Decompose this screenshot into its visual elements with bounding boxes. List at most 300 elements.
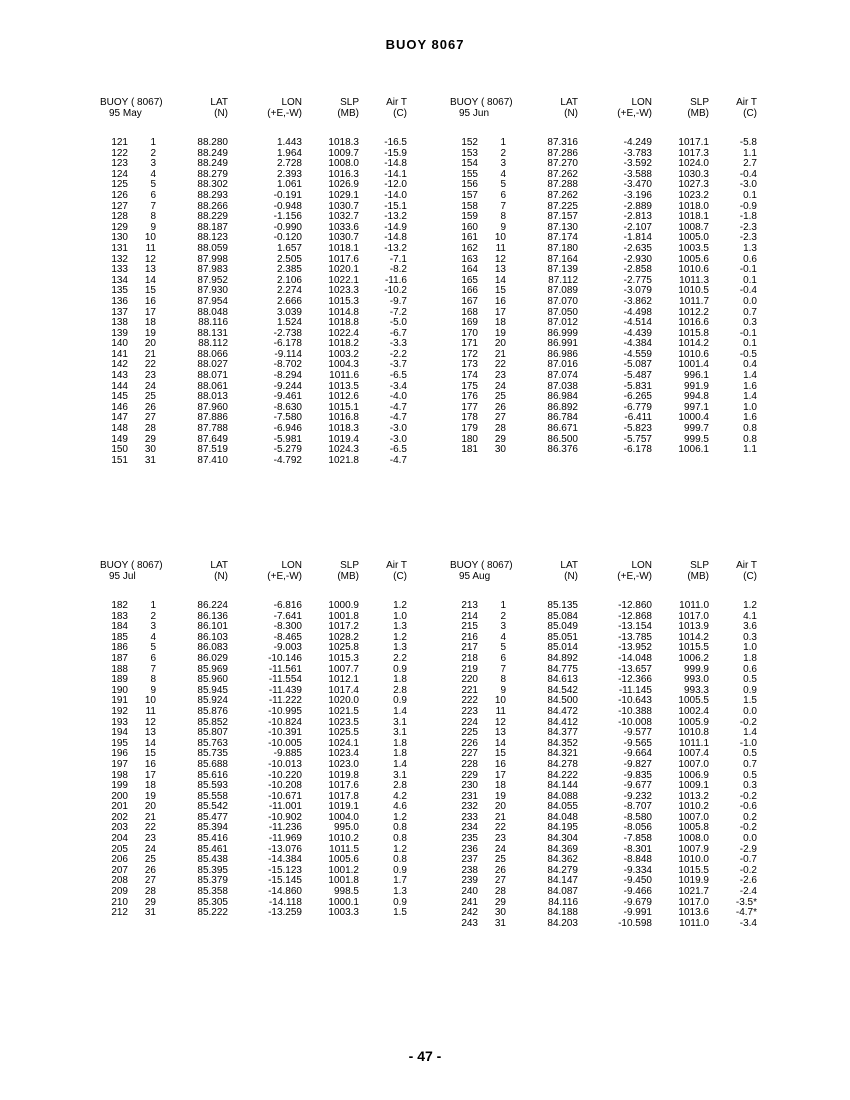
day-of-year-cell: 221: [461, 684, 478, 696]
slp-cell: 1022.4: [328, 327, 359, 339]
lon-cell: -9.827: [623, 758, 652, 770]
day-of-month-cell: 8: [150, 211, 156, 223]
lat-cell: 87.089: [547, 285, 578, 297]
table-row: [100, 707, 410, 718]
day-of-month-cell: 31: [144, 454, 156, 466]
lon-unit: (+E,-W): [617, 108, 652, 119]
slp-cell: 1011.6: [329, 370, 359, 382]
day-of-year-cell: 193: [111, 716, 128, 728]
day-of-month-cell: 30: [494, 907, 506, 919]
air-temp-cell: -15.1: [384, 200, 407, 212]
air-temp-cell: 3.6: [743, 621, 757, 633]
lon-cell: -11.439: [268, 684, 302, 696]
day-of-month-cell: 21: [144, 811, 156, 823]
day-of-month-cell: 18: [144, 780, 156, 792]
lon-cell: 1.964: [276, 147, 302, 159]
slp-cell: 1007.7: [328, 663, 359, 675]
slp-cell: 1008.0: [328, 158, 359, 170]
lat-cell: 87.180: [547, 242, 578, 254]
air-temp-cell: -2.3: [739, 221, 757, 233]
table-row: [450, 612, 760, 623]
day-of-year-cell: 240: [461, 886, 478, 898]
lat-cell: 86.101: [197, 621, 228, 633]
lat-cell: 86.986: [547, 348, 578, 360]
day-of-year-cell: 166: [461, 285, 478, 297]
lon-cell: -3.196: [623, 189, 652, 201]
table-row: [100, 456, 410, 467]
air-temp-cell: -5.0: [389, 317, 407, 329]
day-of-year-cell: 190: [111, 684, 128, 696]
lon-cell: 2.505: [276, 253, 302, 265]
air-temp-cell: 1.2: [393, 811, 407, 823]
slp-header: SLP: [690, 560, 709, 571]
air-temp-cell: -3.4: [389, 380, 407, 392]
table-row: [100, 170, 410, 181]
table-row: [450, 643, 760, 654]
air-temp-cell: -0.6: [739, 801, 757, 813]
lat-cell: 84.144: [547, 780, 578, 792]
lat-cell: 85.394: [197, 822, 228, 834]
data-table-aug: [450, 561, 760, 929]
header-spacer: [450, 583, 760, 601]
air-temp-cell: -14.8: [384, 232, 407, 244]
lon-cell: -8.707: [623, 801, 652, 813]
lon-cell: -15.123: [268, 864, 302, 876]
lat-cell: 87.038: [547, 380, 578, 392]
day-of-month-cell: 6: [500, 189, 506, 201]
day-of-month-cell: 17: [494, 306, 506, 318]
lon-cell: -4.249: [623, 137, 652, 148]
slp-cell: 1032.7: [328, 211, 359, 223]
slp-cell: 1025.8: [328, 642, 359, 654]
lat-cell: 84.500: [547, 695, 578, 707]
slp-cell: 1001.4: [678, 359, 709, 371]
lat-cell: 84.892: [547, 652, 578, 664]
lon-cell: -4.559: [623, 348, 652, 360]
slp-cell: 1017.1: [678, 137, 709, 148]
slp-cell: 1016.3: [328, 168, 359, 180]
air-temp-cell: -15.9: [384, 147, 407, 159]
lon-cell: -5.823: [623, 423, 652, 435]
slp-cell: 1011.0: [679, 917, 709, 929]
lat-cell: 85.807: [197, 727, 228, 739]
table-row: [450, 180, 760, 191]
slp-cell: 1019.4: [328, 433, 359, 445]
day-of-month-cell: 3: [500, 621, 506, 633]
lon-cell: -0.120: [273, 232, 302, 244]
page-number: - 47 -: [408, 1048, 442, 1064]
table-header-row: [450, 561, 760, 572]
air-temp-cell: 1.2: [393, 600, 407, 611]
day-of-year-cell: 139: [111, 327, 128, 339]
month-label: 95 May: [109, 108, 142, 119]
air-temp-cell: 2.8: [393, 780, 407, 792]
lat-cell: 84.472: [547, 705, 578, 717]
lon-cell: -11.236: [268, 822, 302, 834]
day-of-year-cell: 195: [111, 737, 128, 749]
air-temp-cell: 1.1: [743, 147, 757, 159]
lon-cell: -5.757: [623, 433, 652, 445]
day-of-year-cell: 142: [111, 359, 128, 371]
slp-cell: 993.0: [683, 674, 709, 686]
slp-cell: 1018.1: [678, 211, 709, 223]
lon-cell: -3.470: [623, 179, 652, 191]
day-of-year-cell: 126: [111, 189, 128, 201]
lon-cell: -12.868: [618, 610, 652, 622]
lon-cell: -10.008: [618, 716, 652, 728]
lat-cell: 85.558: [197, 790, 228, 802]
day-of-year-cell: 147: [111, 412, 128, 424]
lat-cell: 85.395: [197, 864, 228, 876]
lat-cell: 88.112: [198, 338, 228, 350]
air-temp-cell: 0.1: [743, 189, 757, 201]
day-of-month-cell: 26: [144, 401, 156, 413]
day-of-year-cell: 204: [111, 833, 128, 845]
table-units-row: [450, 572, 760, 583]
slp-cell: 1007.4: [678, 748, 709, 760]
slp-cell: 994.8: [683, 391, 709, 403]
lon-cell: -10.388: [618, 705, 652, 717]
slp-cell: 1012.1: [328, 674, 359, 686]
lat-cell: 84.048: [547, 811, 578, 823]
lon-cell: -6.411: [624, 412, 652, 424]
day-of-month-cell: 5: [150, 642, 156, 654]
lon-cell: -8.294: [273, 370, 302, 382]
air-temp-cell: -2.2: [389, 348, 407, 360]
slp-cell: 1000.9: [328, 600, 359, 611]
air-temp-cell: 1.4: [393, 705, 407, 717]
lat-cell: 86.892: [547, 401, 578, 413]
day-of-month-cell: 23: [494, 833, 506, 845]
lat-cell: 87.998: [197, 253, 228, 265]
day-of-year-cell: 129: [111, 221, 128, 233]
day-of-year-cell: 164: [461, 264, 478, 276]
lon-cell: -10.220: [268, 769, 302, 781]
day-of-year-cell: 235: [461, 833, 478, 845]
slp-cell: 999.9: [683, 663, 709, 675]
day-of-month-cell: 27: [144, 412, 156, 424]
day-of-year-cell: 174: [461, 370, 478, 382]
slp-cell: 1024.3: [328, 444, 359, 456]
day-of-month-cell: 10: [144, 232, 156, 244]
day-of-year-cell: 224: [461, 716, 478, 728]
air-temp-cell: 0.9: [743, 684, 757, 696]
air-temp-cell: 0.5: [743, 748, 757, 760]
lat-header: LAT: [560, 97, 578, 108]
lat-cell: 85.924: [197, 695, 228, 707]
air-temp-cell: 0.0: [743, 295, 757, 307]
lat-cell: 87.288: [547, 179, 578, 191]
day-of-month-cell: 16: [144, 295, 156, 307]
lon-cell: -9.003: [273, 642, 302, 654]
lon-cell: -13.952: [618, 642, 652, 654]
day-of-month-cell: 27: [494, 875, 506, 887]
slp-cell: 1018.2: [328, 338, 359, 350]
table-row: [100, 202, 410, 213]
day-of-month-cell: 18: [494, 780, 506, 792]
lon-header: LON: [281, 97, 302, 108]
lon-cell: -9.466: [623, 886, 652, 898]
table-row: [100, 908, 410, 919]
day-of-year-cell: 144: [111, 380, 128, 392]
lon-cell: -7.858: [623, 833, 652, 845]
table-row: [450, 601, 760, 612]
air-temp-cell: -1.8: [739, 211, 757, 223]
air-temp-cell: 1.4: [743, 727, 757, 739]
slp-cell: 1015.3: [328, 652, 359, 664]
day-of-month-cell: 6: [150, 189, 156, 201]
air-temp-cell: -6.5: [389, 444, 407, 456]
air-temp-cell: -10.2: [384, 285, 407, 297]
day-of-month-cell: 23: [144, 833, 156, 845]
slp-unit: (MB): [337, 108, 359, 119]
day-of-month-cell: 10: [494, 695, 506, 707]
table-row: [100, 212, 410, 223]
slp-cell: 1017.4: [328, 684, 359, 696]
day-of-year-cell: 153: [461, 147, 478, 159]
table-header-row: [450, 98, 760, 109]
lat-cell: 85.852: [197, 716, 228, 728]
day-of-year-cell: 183: [111, 610, 128, 622]
lat-cell: 84.116: [548, 896, 578, 908]
air-temp-cell: 1.0: [393, 610, 407, 622]
day-of-year-cell: 161: [461, 232, 478, 244]
table-row: [450, 244, 760, 255]
lat-header: LAT: [560, 560, 578, 571]
lat-cell: 87.270: [547, 158, 578, 170]
air-temp-cell: -4.7: [389, 454, 407, 466]
buoy-id-header: BUOY ( 8067): [450, 97, 513, 108]
lat-cell: 88.123: [197, 232, 228, 244]
day-of-month-cell: 2: [150, 147, 156, 159]
lon-cell: -9.114: [274, 348, 302, 360]
table-row: [100, 601, 410, 612]
slp-cell: 1023.5: [328, 716, 359, 728]
slp-cell: 1019.1: [328, 801, 359, 813]
lat-cell: 87.157: [547, 211, 578, 223]
slp-cell: 1011.0: [679, 600, 709, 611]
lon-cell: -7.580: [273, 412, 302, 424]
air-temp-cell: -8.2: [389, 264, 407, 276]
day-of-month-cell: 29: [494, 433, 506, 445]
slp-cell: 1005.6: [328, 854, 359, 866]
lat-cell: 87.649: [197, 433, 228, 445]
month-label: 95 Jun: [459, 108, 490, 119]
day-of-year-cell: 170: [461, 327, 478, 339]
lat-cell: 87.074: [547, 370, 578, 382]
lat-cell: 87.174: [547, 232, 578, 244]
air-temp-cell: 0.8: [393, 822, 407, 834]
slp-cell: 1005.9: [678, 716, 709, 728]
lat-cell: 87.316: [547, 137, 578, 148]
lat-cell: 87.012: [547, 317, 578, 329]
lon-cell: -9.835: [623, 769, 652, 781]
air-temp-cell: 1.8: [743, 652, 757, 664]
slp-cell: 1008.0: [678, 833, 709, 845]
slp-cell: 1006.9: [678, 769, 709, 781]
air-temp-cell: 0.3: [743, 780, 757, 792]
day-of-month-cell: 14: [144, 274, 156, 286]
lat-cell: 86.029: [197, 652, 228, 664]
lon-cell: -13.076: [268, 843, 302, 855]
day-of-month-cell: 11: [145, 242, 156, 254]
day-of-year-cell: 180: [461, 433, 478, 445]
slp-cell: 1012.6: [328, 391, 359, 403]
month-label: 95 Aug: [459, 571, 491, 582]
lon-cell: -6.779: [623, 401, 652, 413]
day-of-year-cell: 215: [461, 621, 478, 633]
day-of-year-cell: 227: [461, 748, 478, 760]
day-of-year-cell: 238: [461, 864, 478, 876]
table-units-row: [100, 109, 410, 120]
lon-cell: -10.643: [618, 695, 652, 707]
lat-cell: 88.071: [197, 370, 228, 382]
lon-cell: -1.156: [273, 211, 302, 223]
slp-cell: 1012.2: [678, 306, 709, 318]
air-temp-cell: 0.1: [743, 338, 757, 350]
table-row: [450, 633, 760, 644]
day-of-month-cell: 9: [150, 684, 156, 696]
day-of-year-cell: 225: [461, 727, 478, 739]
table-row: [100, 633, 410, 644]
day-of-year-cell: 239: [461, 875, 478, 887]
lon-cell: -2.858: [623, 264, 652, 276]
lat-cell: 85.084: [547, 610, 578, 622]
air-temp-cell: 1.6: [743, 412, 757, 424]
air-temp-cell: 1.8: [393, 674, 407, 686]
lon-cell: -13.657: [618, 663, 652, 675]
lat-cell: 87.262: [547, 189, 578, 201]
day-of-year-cell: 156: [461, 179, 478, 191]
lon-cell: -6.946: [273, 423, 302, 435]
day-of-year-cell: 198: [111, 769, 128, 781]
day-of-year-cell: 128: [111, 211, 128, 223]
day-of-month-cell: 3: [500, 158, 506, 170]
lon-cell: -0.191: [273, 189, 302, 201]
lat-cell: 88.116: [198, 317, 228, 329]
lat-cell: 84.279: [547, 864, 578, 876]
day-of-month-cell: 15: [144, 285, 156, 297]
day-of-year-cell: 134: [111, 274, 128, 286]
air-temp-cell: 1.8: [393, 748, 407, 760]
table-row: [450, 675, 760, 686]
lat-cell: 87.130: [547, 221, 578, 233]
lat-cell: 85.960: [197, 674, 228, 686]
day-of-year-cell: 186: [111, 642, 128, 654]
lat-cell: 86.999: [547, 327, 578, 339]
lon-cell: -2.738: [273, 327, 302, 339]
lon-cell: -13.259: [268, 907, 302, 919]
slp-cell: 1023.3: [328, 285, 359, 297]
air-temp-cell: -0.2: [739, 822, 757, 834]
day-of-year-cell: 184: [111, 621, 128, 633]
slp-cell: 993.3: [683, 684, 709, 696]
table-row: [100, 159, 410, 170]
slp-cell: 1007.0: [678, 811, 709, 823]
slp-cell: 1015.3: [328, 295, 359, 307]
day-of-month-cell: 24: [494, 380, 506, 392]
lon-cell: -3.783: [623, 147, 652, 159]
day-of-month-cell: 29: [144, 433, 156, 445]
day-of-year-cell: 209: [111, 886, 128, 898]
slp-cell: 1010.6: [678, 264, 709, 276]
slp-cell: 1001.8: [328, 875, 359, 887]
slp-cell: 1009.1: [678, 780, 709, 792]
lat-cell: 86.103: [197, 631, 228, 643]
lon-cell: -9.679: [623, 896, 652, 908]
lat-cell: 88.027: [197, 359, 228, 371]
air-temp-cell: -4.7: [389, 401, 407, 413]
lon-cell: -13.785: [618, 631, 652, 643]
slp-cell: 999.5: [683, 433, 709, 445]
slp-cell: 1017.6: [328, 253, 359, 265]
day-of-year-cell: 131: [111, 242, 128, 254]
air-temp-cell: 1.8: [393, 737, 407, 749]
lat-cell: 86.224: [197, 600, 228, 611]
day-of-year-cell: 230: [461, 780, 478, 792]
lat-cell: 85.051: [547, 631, 578, 643]
lat-header: LAT: [210, 97, 228, 108]
day-of-year-cell: 201: [111, 801, 128, 813]
day-of-month-cell: 18: [144, 317, 156, 329]
slp-cell: 1030.7: [328, 200, 359, 212]
lat-cell: 86.136: [197, 610, 228, 622]
lat-cell: 85.735: [197, 748, 228, 760]
table-row: [100, 149, 410, 160]
air-temp-cell: 1.7: [393, 875, 407, 887]
lon-cell: 2.666: [276, 295, 302, 307]
lon-cell: -10.824: [268, 716, 302, 728]
day-of-month-cell: 25: [144, 854, 156, 866]
slp-cell: 999.7: [683, 423, 709, 435]
lon-cell: -9.244: [273, 380, 302, 392]
lat-cell: 85.135: [547, 600, 578, 611]
day-of-year-cell: 202: [111, 811, 128, 823]
slp-cell: 1018.1: [328, 242, 359, 254]
air-temp-cell: -3.0: [739, 179, 757, 191]
air-temp-cell: 1.6: [743, 380, 757, 392]
lon-cell: 1.061: [276, 179, 302, 191]
air-temp-cell: -0.2: [739, 864, 757, 876]
lat-cell: 85.049: [547, 621, 578, 633]
day-of-year-cell: 236: [461, 843, 478, 855]
day-of-month-cell: 14: [144, 737, 156, 749]
day-of-month-cell: 16: [144, 758, 156, 770]
air-temp-cell: 0.2: [743, 811, 757, 823]
day-of-year-cell: 185: [111, 631, 128, 643]
table-row: [100, 760, 410, 771]
lon-cell: -9.991: [623, 907, 652, 919]
lon-cell: -9.677: [623, 780, 652, 792]
day-of-year-cell: 187: [111, 652, 128, 664]
lon-cell: -4.792: [273, 454, 302, 466]
day-of-month-cell: 31: [144, 907, 156, 919]
lat-cell: 86.784: [547, 412, 578, 424]
table-row: [100, 297, 410, 308]
day-of-month-cell: 19: [494, 790, 506, 802]
table-row: [100, 622, 410, 633]
day-of-year-cell: 150: [111, 444, 128, 456]
table-row: [450, 665, 760, 676]
lat-cell: 85.014: [547, 642, 578, 654]
lon-cell: -4.514: [623, 317, 652, 329]
table-row: [100, 191, 410, 202]
table-row: [100, 675, 410, 686]
day-of-year-cell: 124: [111, 168, 128, 180]
day-of-month-cell: 9: [500, 684, 506, 696]
slp-cell: 1025.5: [328, 727, 359, 739]
lat-cell: 84.321: [547, 748, 578, 760]
